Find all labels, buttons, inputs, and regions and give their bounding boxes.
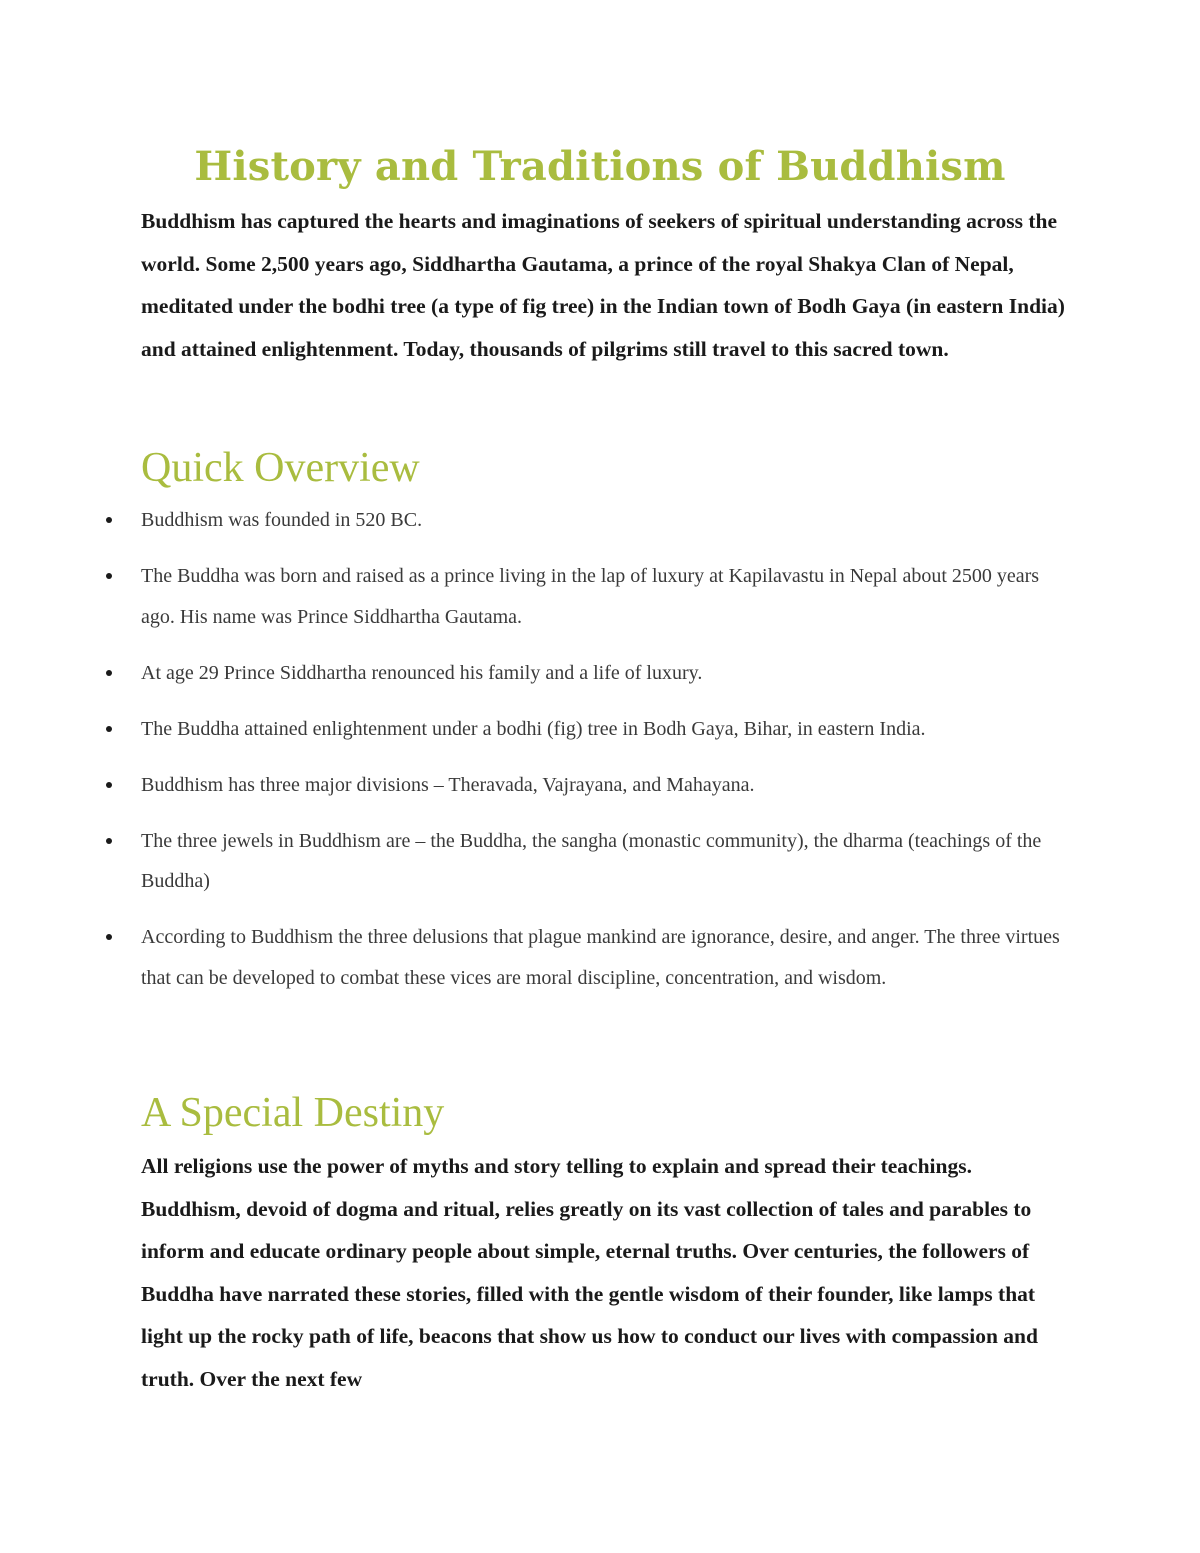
list-item: [141, 917, 1071, 998]
list-item-text: According to Buddhism the three delusions that plague mankind are ignorance, desire, and anger. The three virtues that can be developed to combat these vices are moral discipline, concentration, and wisdom.: [141, 926, 1060, 989]
overview-list: [141, 500, 1071, 1014]
bullet-icon: [106, 726, 112, 732]
destiny-paragraph: All religions use the power of myths and story telling to explain and spread their teachings. Buddhism, devoid of dogma and ritual, relies greatly on its vast collection of tales and parables to inform and educate ordinary people about simple, eternal truths. Over centuries, the followers of Buddha have narrated these stories, filled with the gentle wisdom of their founder, like lamps that light up the rocky path of life, beacons that show us how to conduct our lives with compassion and truth. Over the next few: [141, 1154, 1038, 1391]
list-item-text: At age 29 Prince Siddhartha renounced his family and a life of luxury.: [141, 661, 703, 684]
bullet-icon: [106, 670, 112, 676]
intro-paragraph: Buddhism has captured the hearts and imaginations of seekers of spiritual understanding across the world. Some 2,500 years ago, Siddhartha Gautama, a prince of the royal Shakya Clan of Nepal, meditated under the bodhi tree (a type of fig tree) in the Indian town of Bodh Gaya (in eastern India) and attained enlightenment. Today, thousands of pilgrims still travel to this sacred town.: [141, 209, 1065, 361]
list-item-text: The Buddha attained enlightenment under a bodhi (fig) tree in Bodh Gaya, Bihar, in eastern India.: [141, 717, 926, 740]
list-item-text: The three jewels in Buddhism are – the Buddha, the sangha (monastic community), the dharma (teachings of the Buddha): [141, 829, 1042, 892]
quick-overview-heading: Quick Overview: [141, 445, 420, 491]
bullet-icon: [106, 517, 112, 523]
bullet-icon: [106, 934, 112, 940]
list-item: [141, 556, 1071, 637]
page-title: History and Traditions of Buddhism: [194, 143, 1006, 190]
list-item: [141, 653, 1071, 694]
special-destiny-heading: A Special Destiny: [141, 1090, 445, 1136]
list-item-text: The Buddha was born and raised as a prince living in the lap of luxury at Kapilavastu in Nepal about 2500 years ago. His name was Prince Siddhartha Gautama.: [141, 565, 1040, 628]
list-item: [141, 500, 1071, 541]
list-item-text: Buddhism was founded in 520 BC.: [141, 509, 423, 531]
list-item: [141, 709, 1071, 750]
list-item: [141, 821, 1071, 902]
bullet-icon: [106, 782, 112, 788]
list-item: [141, 765, 1071, 806]
list-item-text: Buddhism has three major divisions – Theravada, Vajrayana, and Mahayana.: [141, 773, 755, 796]
bullet-icon: [106, 573, 112, 579]
bullet-icon: [106, 838, 112, 844]
